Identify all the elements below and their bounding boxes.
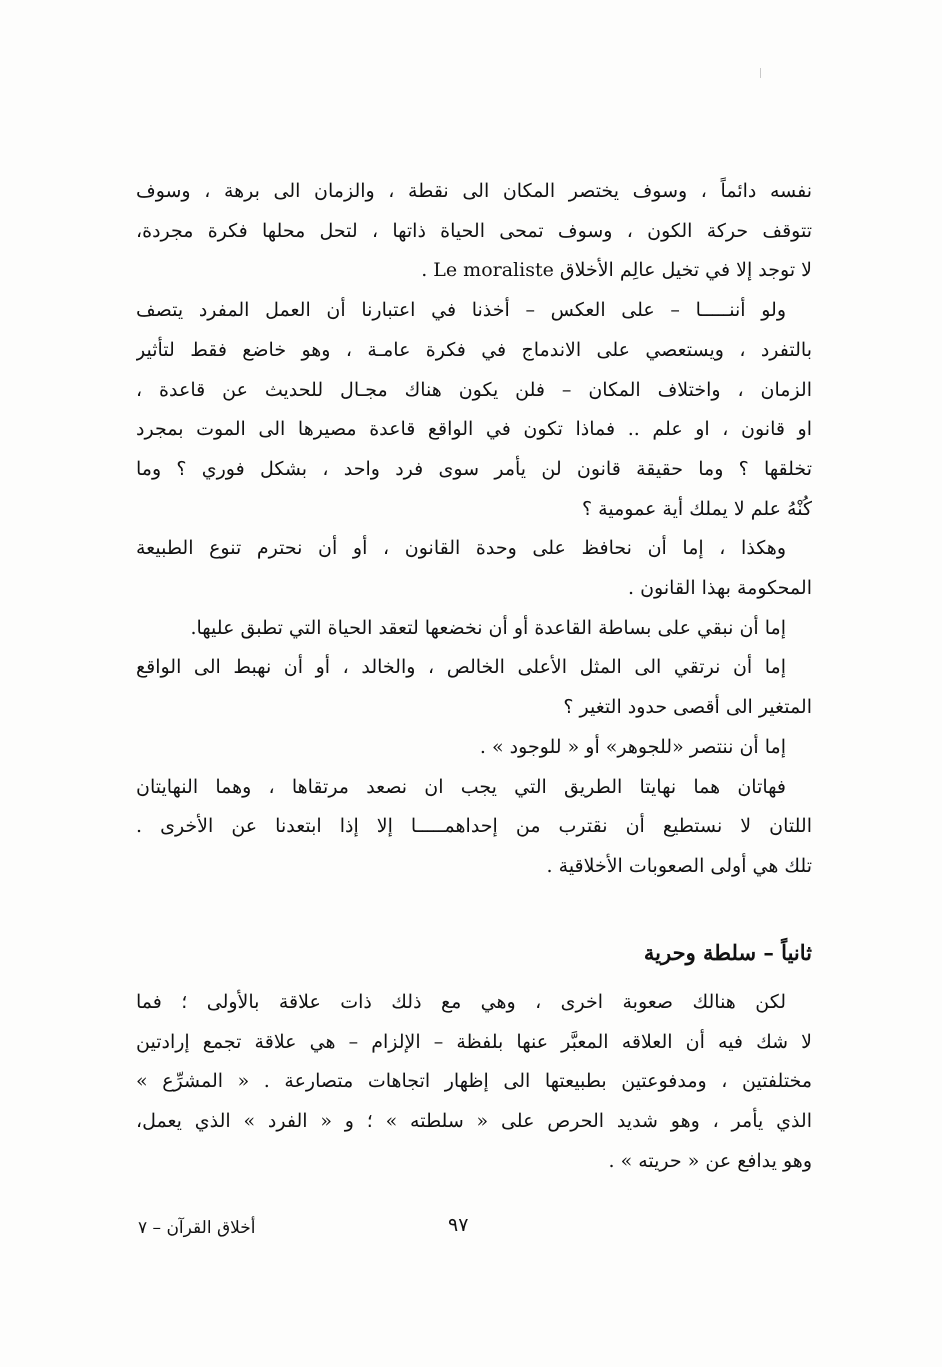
text-line: الذي يأمر ، وهو شديد الحرص على « سلطته » ؛ و « الفرد » الذي يعمل، [136,1110,812,1133]
text-line: بالتفرد ، ويستعصي على الاندماج في فكرة عامـة ، وهو خاضع فقط لتأثير [136,338,812,361]
section-heading: ثانياً – سلطة وحرية [643,940,812,965]
paragraph-start-line: إما أن ننتصر «للجوهر» أو « للوجود » . [479,735,786,758]
paragraph-start-line: إما أن نرتقي الى المثل الأعلى الخالص ، والخالد ، أو أن نهبط الى الواقع [136,656,786,679]
footer-book-title: أخلاق القرآن – ٧ [138,1218,256,1238]
page-number: ٩٧ [448,1214,469,1236]
latin-term: Le moraliste [433,259,554,282]
paragraph-start-line: ولو أننـــــا – على العكس – أخذنا في اعتبارنا أن العمل المفرد يتصف [136,299,786,322]
main-text-block [136,172,812,887]
text-line: او قانون ، او علم .. فماذا تكون في الواقع قاعدة مصيرها الى الموت بمجرد [136,418,812,441]
text-line: نفسه دائماً ، وسوف يختصر المكان الى نقطة ، والزمان الى برهة ، وسوف [136,180,812,202]
text-line: المتغير الى أقصى حدود التغير ؟ [563,696,812,719]
text-line: مختلفتين ، ومدفوعتين بطبيعتها الى إظهار اتجاهات متصارعة . « المشرِّع » [136,1070,812,1093]
paragraph-start-line: لكن هنالك صعوبة اخرى ، وهي مع ذلك ذات علاقة بالأولى ؛ فما [136,991,786,1013]
text-line: المحكومة بهذا القانون . [628,577,812,600]
text-line: تلك هي أولى الصعوبات الأخلاقية . [546,854,812,877]
text-line: تخلقها ؟ وما حقيقة قانون لن يأمر سوى فرد واحد ، بشكل فوري ؟ وما [136,457,812,480]
scan-artifact [760,68,761,78]
text-line [136,251,812,291]
text-line: كُنْهُ علم لا يملك أية عمومية ؟ [582,497,812,520]
text-line: وهو يدافع عن « حريته » . [608,1149,812,1172]
text-line: لا شك فيه أن العلاقه المعبَّر عنها بلفظة – الإلزام – هي علاقة تجمع إرادتين [136,1030,812,1053]
paragraph-start-line: فهاتان هما نهايتا الطريق التي يجب ان نصعد مرتقاها ، وهما النهايتان [136,775,786,798]
paragraph-start-line: إما أن نبقي على بساطة القاعدة أو أن نخضعها لتعقد الحياة التي تطبق عليها. [190,616,786,639]
second-text-block [136,983,812,1182]
text-line-arabic: لا توجد إلا في تخيل عالِم الأخلاق [559,259,812,282]
paragraph-start-line: وهكذا ، إما أن نحافظ على وحدة القانون ، أو أن نحترم تنوع الطبيعة [136,537,786,560]
text-line: اللتان لا نستطيع أن نقترب من إحداهمـــــا إلا إذا ابتعدنا عن الأخرى . [136,815,812,838]
text-line: الزمان ، واختلاف المكان – فلن يكون هناك مجـال للحديث عن قاعدة ، [136,378,812,401]
text-line: تتوقف حركة الكون ، وسوف تمحى الحياة ذاتها ، لتحل محلها فكرة مجردة، [136,219,812,242]
sentence-end: . [421,259,428,282]
